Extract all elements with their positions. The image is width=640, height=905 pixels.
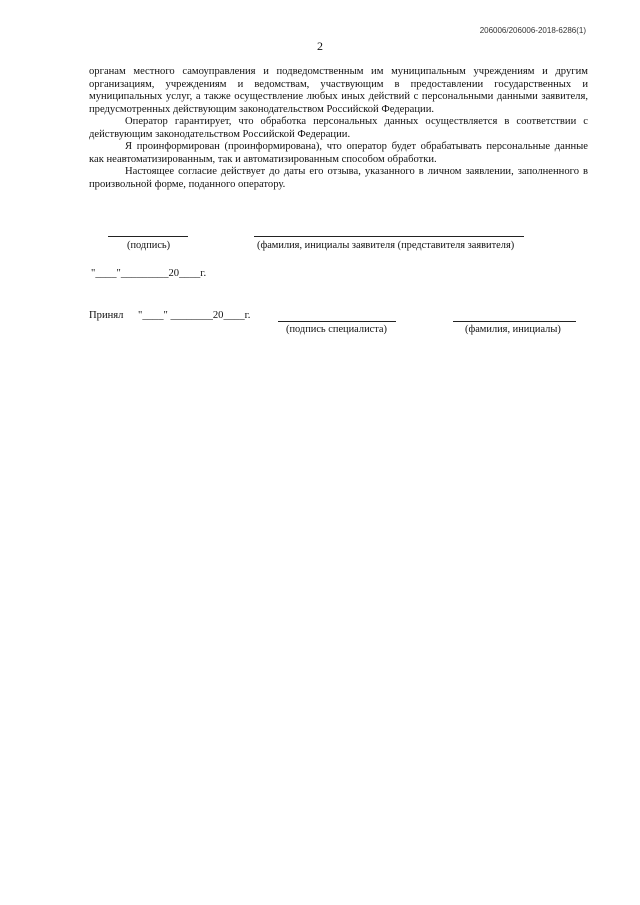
applicant-date-field[interactable]: "____"_________20____г.	[91, 268, 207, 279]
paragraph-informed: Я проинформирован (проинформирована), что оператор будет обрабатывать персональные данные как неавтоматизированным, так и автоматизированным способом обработки.	[89, 141, 588, 165]
applicant-name-caption: (фамилия, инициалы заявителя (представителя заявителя)	[257, 240, 515, 251]
paragraph-processing-scope: органам местного самоуправления и подведомственным им муниципальным учреждениям и другим организациям, учреждениям и ведомствам, участвующим в предоставлении государственных и муниципальных услуг, а также осуществление любых иных действий с персональными данными заявителя, предусмотренных действующим законодательством Российской Федерации.	[89, 66, 588, 115]
accepted-date-field[interactable]: "____" ________20____г.	[138, 310, 251, 321]
paragraph-validity: Настоящее согласие действует до даты его отзыва, указанного в личном заявлении, заполненного в произвольной форме, поданного оператору.	[89, 166, 588, 190]
specialist-signature-line[interactable]	[278, 321, 396, 322]
specialist-signature-caption: (подпись специалиста)	[286, 324, 387, 335]
document-id: 206006/206006-2018-6286(1)	[479, 26, 586, 35]
page-number: 2	[317, 39, 323, 53]
paragraph-operator-guarantee: Оператор гарантирует, что обработка персональных данных осуществляется в соответствии с действующим законодательством Российской Федерации.	[89, 116, 588, 140]
consent-text	[89, 66, 588, 191]
specialist-name-caption: (фамилия, инициалы)	[465, 324, 561, 335]
accepted-label: Принял	[89, 310, 124, 321]
applicant-signature-line[interactable]	[108, 236, 188, 237]
applicant-signature-caption: (подпись)	[127, 240, 171, 251]
specialist-name-line[interactable]	[453, 321, 576, 322]
applicant-name-line[interactable]	[254, 236, 524, 237]
